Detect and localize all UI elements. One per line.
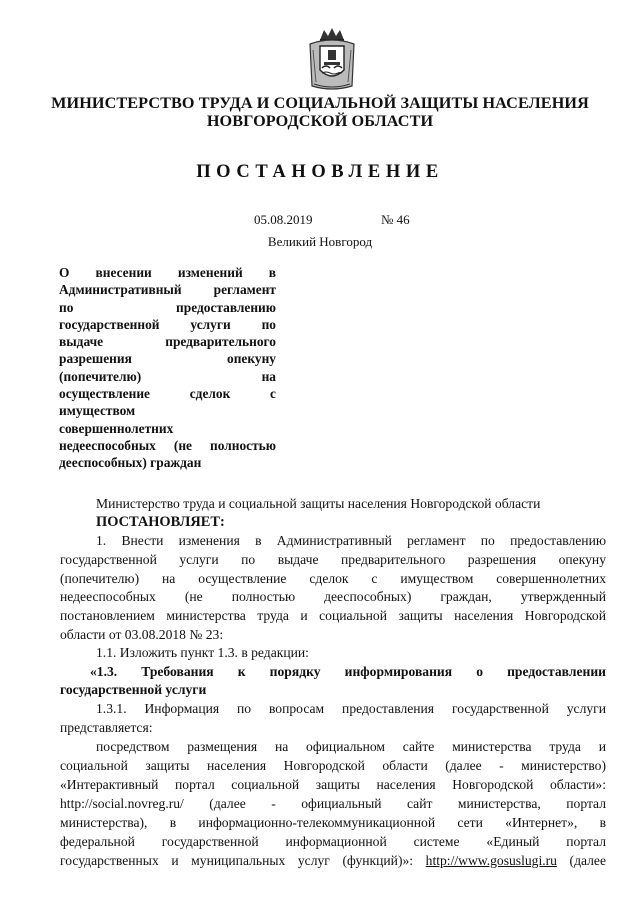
subject-line: дееспособных) граждан: [59, 455, 202, 471]
subject-line: разрешения опекуну: [59, 351, 276, 367]
paragraph-line: 1. Внести изменения в Административный регламент по предоставлению: [96, 533, 606, 548]
paragraph-line: [60, 853, 606, 871]
document-type-title: ПОСТАНОВЛЕНИЕ: [196, 162, 444, 182]
paragraph-line: социальной защиты населения Новгородской области (далее - министерство): [60, 758, 606, 773]
paragraph-line: http://social.novreg.ru/ (далее - официальный сайт министерства, портал: [60, 796, 606, 811]
ministry-name-line1: МИНИСТЕРСТВО ТРУДА И СОЦИАЛЬНОЙ ЗАЩИТЫ НАСЕЛЕНИЯ: [51, 94, 589, 112]
coat-of-arms-icon: [306, 26, 358, 92]
section-title: «1.3. Требования к порядку информирования о предоставлении: [90, 664, 606, 679]
document-city: Великий Новгород: [267, 234, 373, 249]
paragraph-line: (попечителю) на осуществление сделок с имуществом совершеннолетних: [60, 571, 606, 586]
subject-line: осуществление сделок с: [59, 386, 276, 402]
subject-line: совершеннолетних: [59, 420, 174, 436]
paragraph-line: представляется:: [60, 720, 153, 735]
paragraph-line: посредством размещения на официальном сайте министерства труда и: [96, 739, 606, 754]
document-subject: [59, 264, 276, 472]
preamble: Министерство труда и социальной защиты населения Новгородской области: [96, 496, 541, 511]
subject-line: О внесении изменений в: [59, 265, 276, 280]
paragraph-line: государственной услуги по выдаче предварительного разрешения опекуну: [60, 552, 606, 567]
paragraph-line: 1.3.1. Информация по вопросам предоставления государственной услуги: [96, 701, 606, 716]
subject-line: государственной услуги по: [59, 316, 276, 332]
paragraph-text: государственных и муниципальных услуг (функций)»:: [60, 853, 426, 868]
subject-line: недееспособных (не полностью: [59, 437, 276, 453]
paragraph-line: области от 03.08.2018 № 23:: [60, 627, 224, 642]
subject-line: (попечителю) на: [59, 368, 276, 384]
ministry-name-line2: НОВГОРОДСКОЙ ОБЛАСТИ: [206, 112, 434, 130]
subject-line: имуществом: [59, 403, 136, 419]
section-title: государственной услуги: [60, 682, 207, 697]
paragraph-line: «Интерактивный портал социальной защиты населения Новгородской области»:: [60, 777, 606, 792]
subject-line: Административный регламент: [59, 282, 276, 298]
paragraph-line: федеральной государственной информационной системе «Единый портал: [60, 834, 606, 849]
paragraph-line: 1.1. Изложить пункт 1.3. в редакции:: [96, 645, 309, 660]
paragraph-line: постановлением министерства труда и социальной защиты населения Новгородской: [60, 608, 606, 623]
document-date: 05.08.2019: [254, 212, 313, 227]
subject-line: выдаче предварительного: [59, 334, 276, 350]
paragraph-line: министерства), в информационно-телекоммуникационной сети «Интернет», в: [60, 815, 606, 830]
paragraph-text: (далее: [556, 853, 606, 868]
gosuslugi-link[interactable]: http://www.gosuslugi.ru: [425, 853, 557, 868]
resolves-heading: ПОСТАНОВЛЯЕТ:: [96, 514, 225, 530]
subject-line: по предоставлению: [59, 299, 276, 315]
paragraph-line: недееспособных (не полностью дееспособных) граждан, утвержденный: [60, 589, 606, 604]
document-number: № 46: [381, 212, 410, 227]
